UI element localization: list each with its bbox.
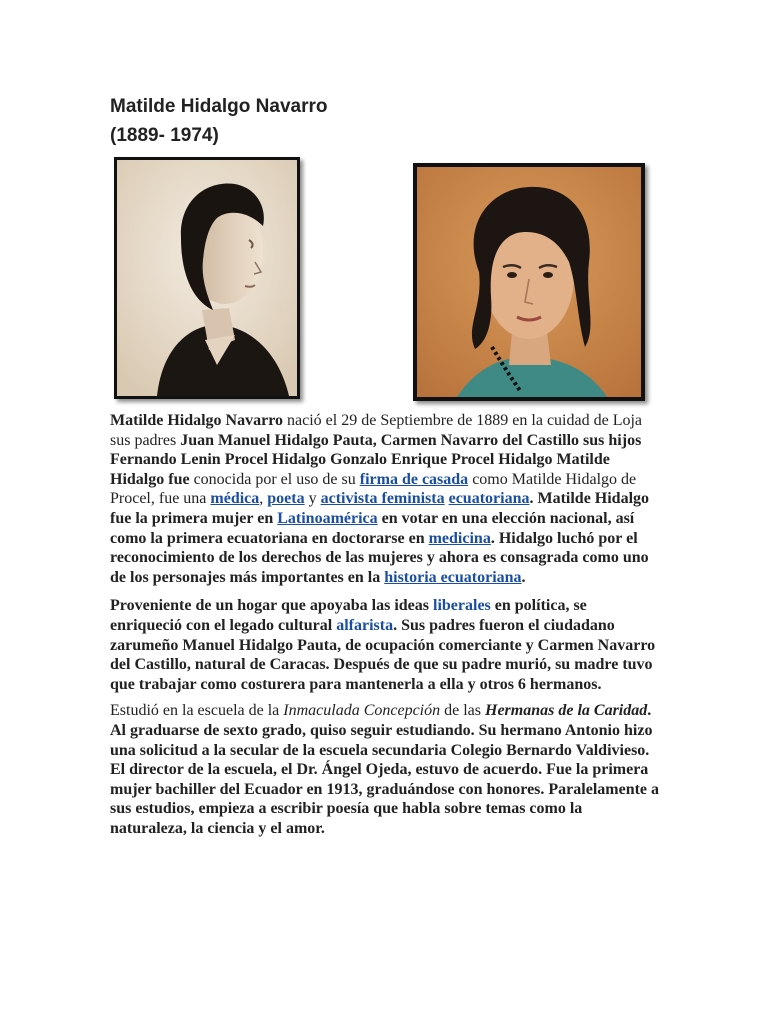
- education-paragraph: [110, 701, 660, 838]
- p1-text-6: . Matilde Hidalgo fue la primera mujer en: [110, 490, 650, 527]
- document-page: [110, 92, 660, 838]
- p1-text-5: como Matilde Hidalgo de Procel, fue una: [110, 470, 637, 508]
- p1-text-3: Juan Manuel Hidalgo Pauta, Carmen Navarro del Castillo sus hijos Fernando Lenin Procel Hidalgo Gonzalo Enrique Procel Hidalgo Matilde Hidalgo fue: [110, 431, 642, 488]
- intro-paragraph: [110, 411, 660, 587]
- p1-text-1: Matilde Hidalgo Navarro: [110, 412, 288, 429]
- painted-portrait-image: [417, 167, 641, 397]
- link-medicina[interactable]: medicina: [428, 529, 491, 547]
- p3-text-1: Estudió en la escuela de la: [110, 702, 284, 720]
- photo-row: [110, 157, 660, 409]
- p1-text-7: en votar en una elección nacional, así como la primera ecuatoriana en doctorarse en: [110, 509, 635, 547]
- p1-text-9: .: [521, 568, 526, 586]
- page-title: [110, 92, 660, 150]
- link-liberales[interactable]: liberales: [433, 597, 491, 615]
- p1-text-8: . Hidalgo luchó por el reconocimiento de los derechos de las mujeres y ahora es consagrada como uno de los personajes más importantes en la: [110, 529, 649, 586]
- p3-italic-2: Hermanas de la Caridad: [485, 702, 648, 720]
- link-poeta[interactable]: poeta: [267, 490, 305, 508]
- sepia-portrait-image: [117, 160, 297, 396]
- p2-text-2: en política, se enriqueció con el legado cultural: [110, 597, 587, 634]
- link-alfarista[interactable]: alfarista: [336, 616, 394, 634]
- p2-text-1: Proveniente de un hogar que apoyaba las ideas: [110, 597, 434, 615]
- p1-sep-1: ,: [259, 490, 268, 508]
- link-ecuatoriana[interactable]: ecuatoriana: [448, 490, 530, 508]
- p1-text-4: conocida por el uso de su: [193, 470, 360, 488]
- title-name: Matilde Hidalgo Navarro: [110, 96, 328, 117]
- p1-text-2: nació el 29 de Septiembre de 1889 en la cuidad de Loja sus padres: [110, 412, 643, 449]
- p3-italic-1: Inmaculada Concepción: [283, 702, 441, 720]
- p2-text-3: . Sus padres fueron el ciudadano zarumeño Manuel Hidalgo Pauta, de ocupación comerciante y Carmen Navarro del Castillo, natural de Caracas. Después de que su padre murió, su madre tuvo que trabajar como costurera para mantenerla a ella y otros 6 hermanos.: [110, 616, 656, 693]
- title-years: (1889- 1974): [110, 125, 219, 146]
- link-activista-feminista[interactable]: activista feminista: [320, 490, 445, 508]
- link-historia-ecuatoriana[interactable]: historia ecuatoriana: [384, 568, 522, 586]
- link-latinoamerica[interactable]: Latinoamérica: [277, 509, 378, 527]
- p1-sep-2: y: [304, 490, 321, 508]
- p3-text-3: . Al graduarse de sexto grado, quiso seguir estudiando. Su hermano Antonio hizo una solicitud a la secular de la escuela secundaria Colegio Bernardo Valdivieso. El director de la escuela, el Dr. Ángel Ojeda, estuvo de acuerdo. Fue la primera mujer bachiller del Ecuador en 1913, graduándose con honores. Paralelamente a sus estudios, empieza a escribir poesía que habla sobre temas como la naturaleza, la ciencia y el amor.: [110, 702, 660, 837]
- family-paragraph: [110, 596, 660, 694]
- link-medica[interactable]: médica: [210, 490, 260, 508]
- portrait-photo-profile: [114, 157, 300, 399]
- link-firma-de-casada[interactable]: firma de casada: [359, 470, 469, 488]
- portrait-painting: [413, 163, 645, 401]
- p3-text-2: de las: [440, 702, 485, 720]
